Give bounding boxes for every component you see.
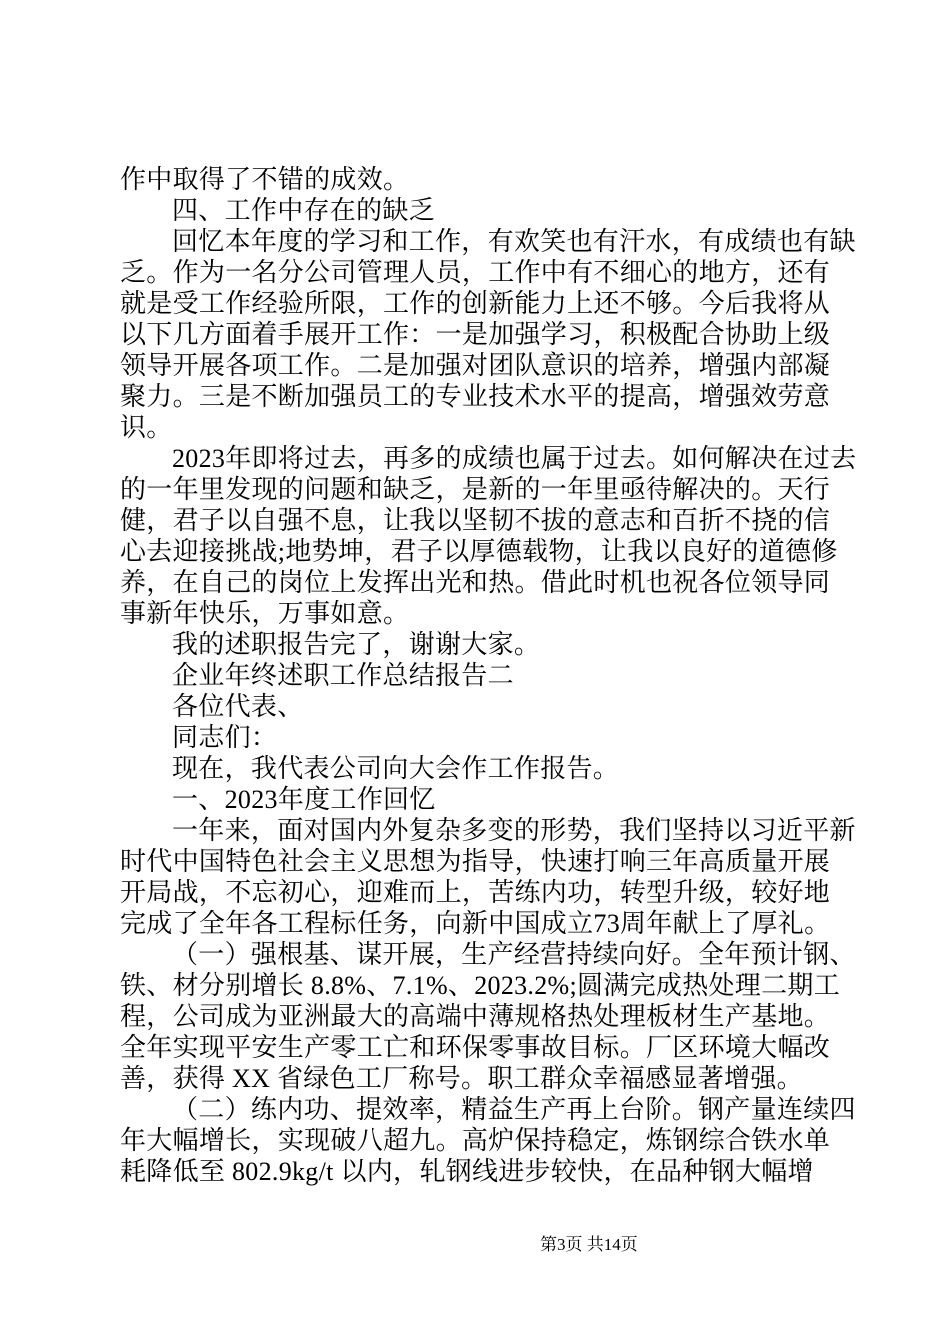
text-line: 企业年终述职工作总结报告二 — [172, 661, 514, 690]
text-line: 开局战，不忘初心，迎难而上，苦练内功，转型升级，较好地 — [120, 878, 831, 907]
text-line: （二）练内功、提效率，精益生产再上台阶。钢产量连续四 — [172, 1095, 856, 1124]
text-line: 回忆本年度的学习和工作，有欢笑也有汗水，有成绩也有缺 — [172, 227, 856, 256]
text-line: 现在，我代表公司向大会作工作报告。 — [172, 754, 620, 783]
text-line: 完成了全年各工程标任务，向新中国成立73周年献上了厚礼。 — [120, 909, 831, 938]
text-line: 各位代表、 — [172, 692, 304, 721]
text-line: 时代中国特色社会主义思想为指导，快速打响三年高质量开展 — [120, 847, 831, 876]
page-number: 第3页 共14页 — [540, 1235, 638, 1254]
text-line: 以下几方面着手展开工作：一是加强学习，积极配合协助上级 — [120, 320, 831, 349]
text-line: 耗降低至 802.9kg/t 以内，轧钢线进步较快，在品种钢大幅增 — [120, 1157, 814, 1186]
text-line: 铁、材分别增长 8.8%、7.1%、2023.2%;圆满完成热处理二期工 — [120, 971, 840, 1000]
text-line: 全年实现平安生产零工亡和环保零事故目标。厂区环境大幅改 — [120, 1033, 831, 1062]
text-line: 我的述职报告完了，谢谢大家。 — [172, 630, 541, 659]
text-line: 程，公司成为亚洲最大的高端中薄规格热处理板材生产基地。 — [120, 1002, 831, 1031]
text-line: 年大幅增长，实现破八超九。高炉保持稳定，炼钢综合铁水单 — [120, 1126, 831, 1155]
text-line: 一年来，面对国内外复杂多变的形势，我们坚持以习近平新 — [172, 816, 856, 845]
text-line: 2023年即将过去，再多的成绩也属于过去。如何解决在过去 — [172, 444, 857, 473]
page-footer — [540, 1234, 638, 1256]
text-line: 健，君子以自强不息，让我以坚韧不拔的意志和百折不挠的信 — [120, 506, 831, 535]
text-line: 领导开展各项工作。二是加强对团队意识的培养，增强内部凝 — [120, 351, 831, 380]
text-line: 识。 — [120, 413, 173, 442]
text-line: 养，在自己的岗位上发挥出光和热。借此时机也祝各位领导同 — [120, 568, 831, 597]
text-line: 的一年里发现的问题和缺乏，是新的一年里亟待解决的。天行 — [120, 475, 831, 504]
text-line: 事新年快乐，万事如意。 — [120, 599, 410, 628]
text-line: 同志们： — [172, 723, 278, 752]
text-line: 作中取得了不错的成效。 — [120, 165, 410, 194]
text-line: 乏。作为一名分公司管理人员，工作中有不细心的地方，还有 — [120, 258, 831, 287]
text-line: 就是受工作经验所限，工作的创新能力上还不够。今后我将从 — [120, 289, 831, 318]
text-line: 聚力。三是不断加强员工的专业技术水平的提高，增强效劳意 — [120, 382, 831, 411]
text-line: 善，获得 XX 省绿色工厂称号。职工群众幸福感显著增强。 — [120, 1064, 803, 1093]
text-line: 心去迎接挑战;地势坤，君子以厚德载物，让我以良好的道德修 — [120, 537, 838, 566]
text-line: 四、工作中存在的缺乏 — [172, 196, 436, 225]
text-line: （一）强根基、谋开展，生产经营持续向好。全年预计钢、 — [172, 940, 856, 969]
text-line: 一、2023年度工作回忆 — [172, 785, 436, 814]
document-body — [120, 164, 857, 1187]
